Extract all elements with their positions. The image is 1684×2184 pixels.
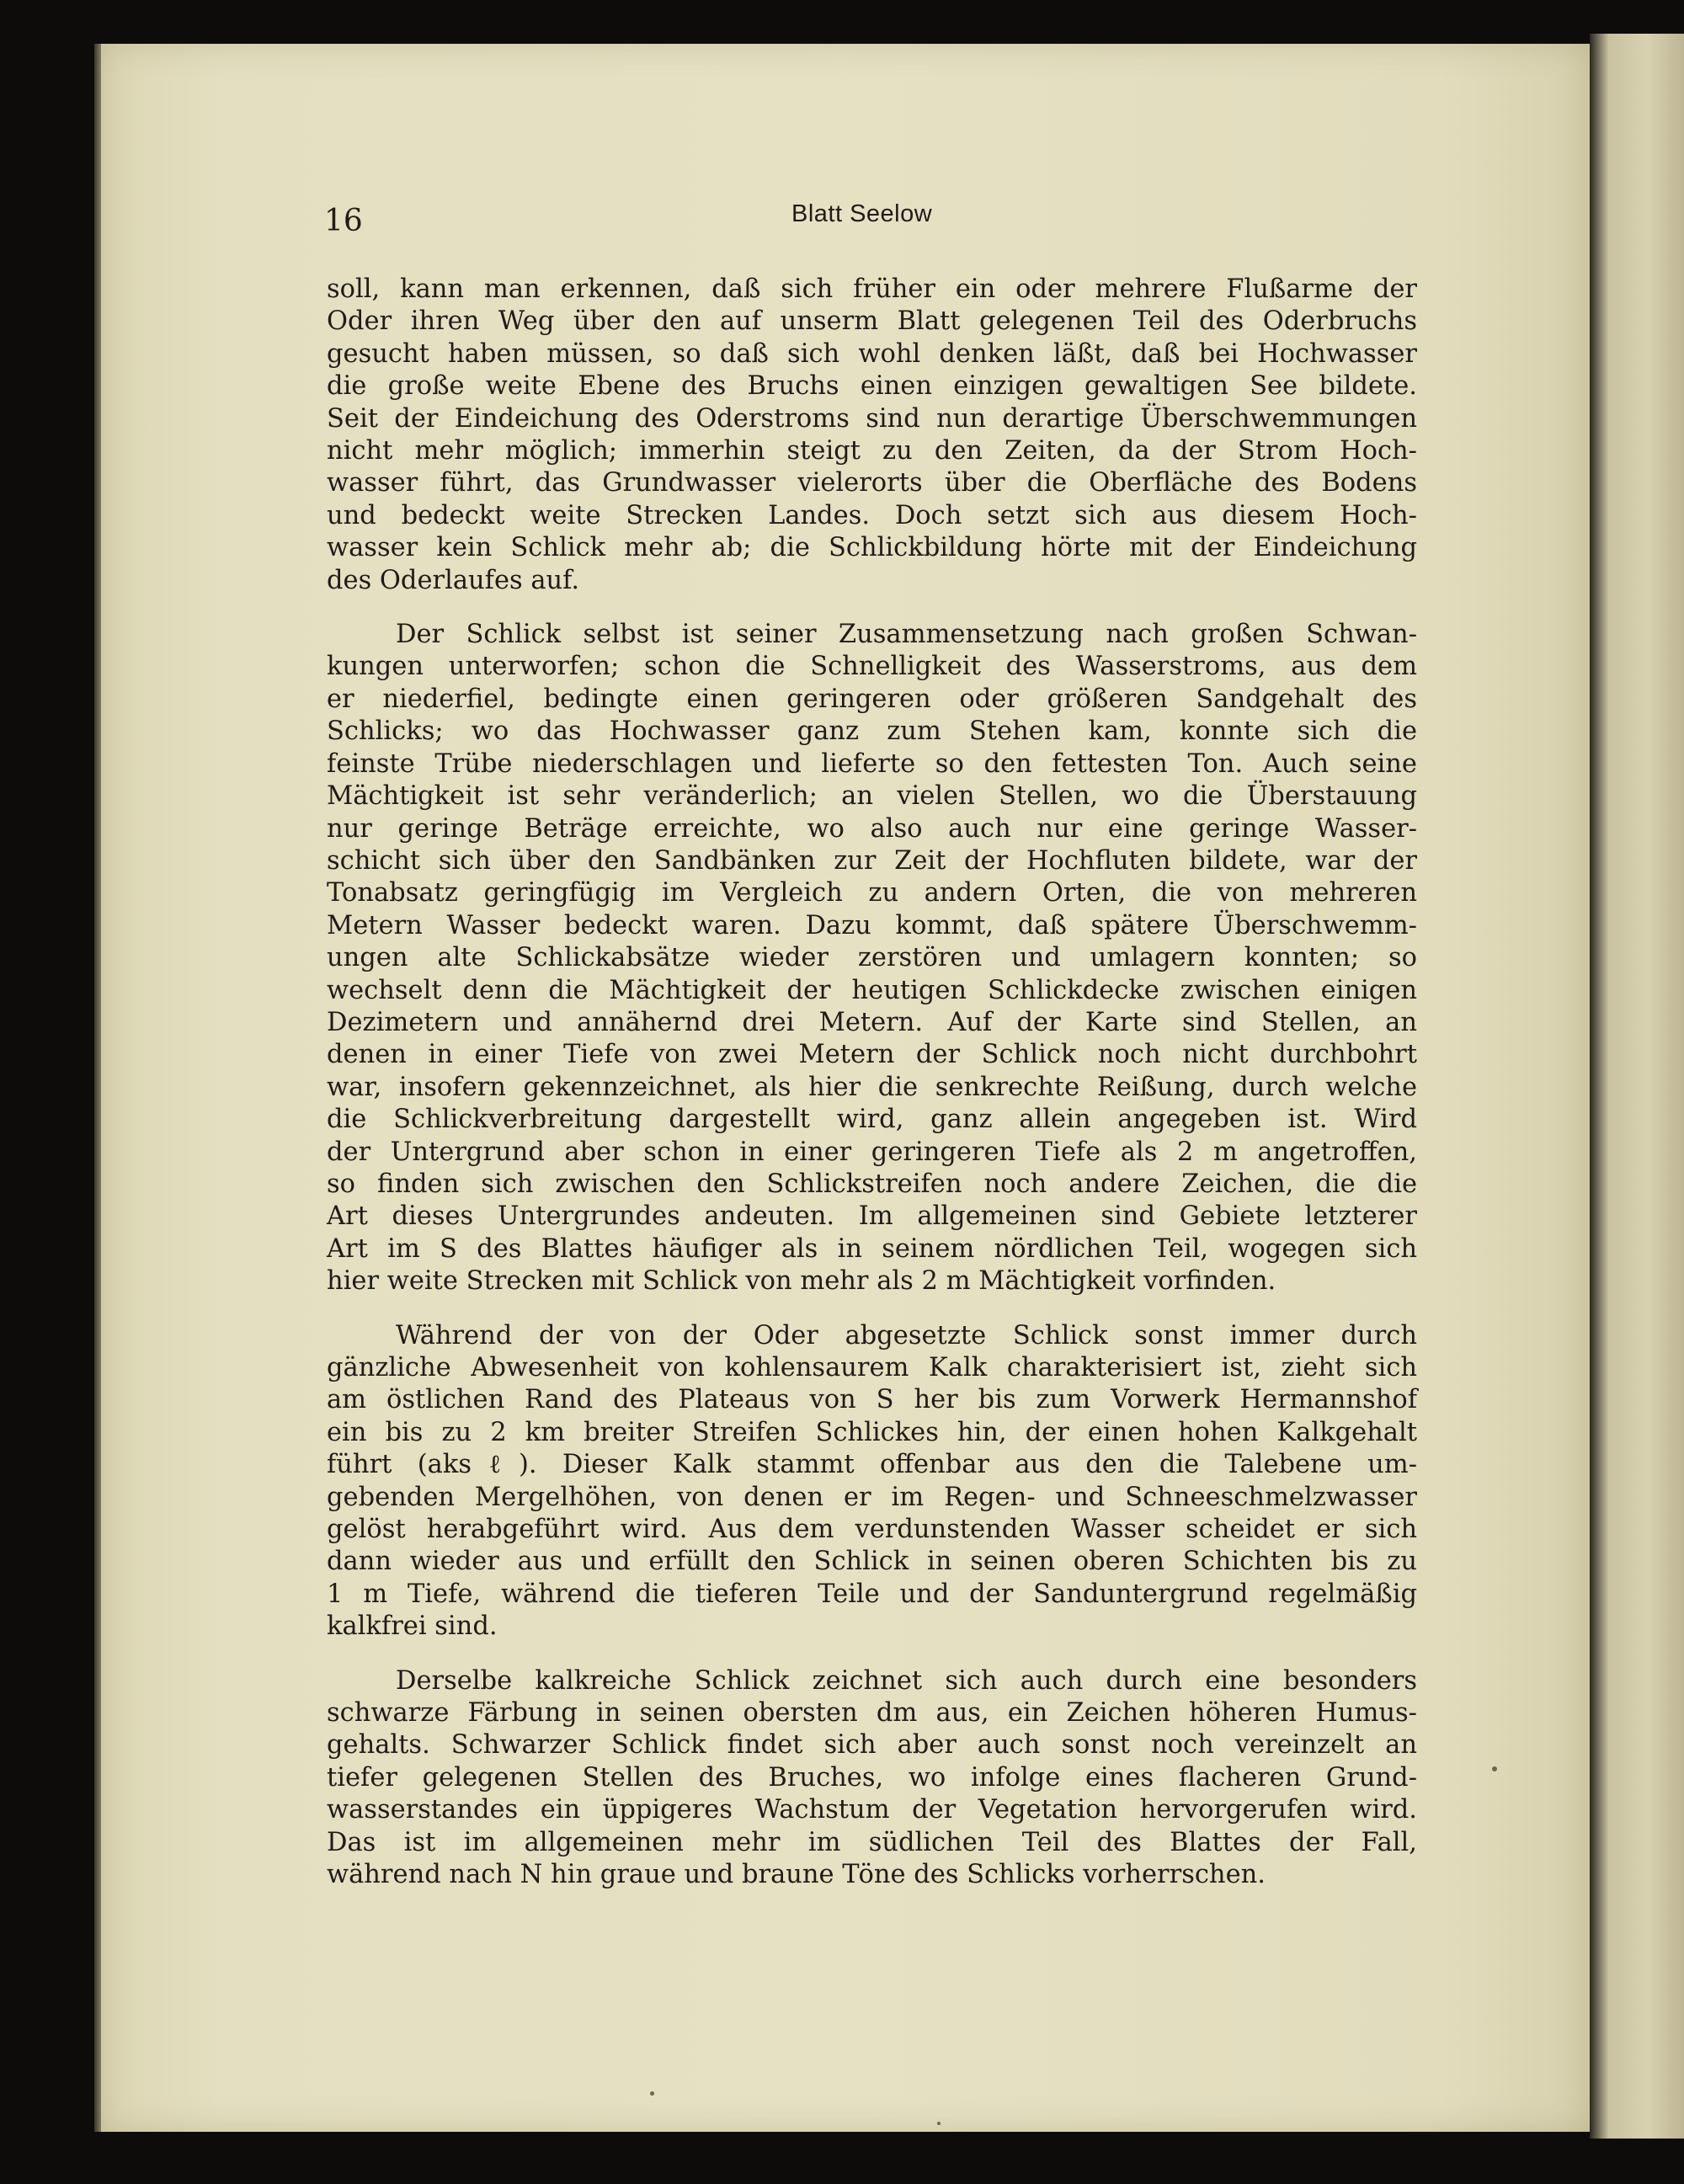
text-line: wasser führt, das Grundwasser vielerorts über die Oberfläche des Bodens bbox=[327, 468, 1417, 498]
paragraph-gap bbox=[327, 1643, 1417, 1665]
text-line: denen in einer Tiefe von zwei Metern der Schlick noch nicht durchbohrt bbox=[327, 1040, 1417, 1070]
text-line: Derselbe kalkreiche Schlick zeichnet sich auch durch eine besonders bbox=[396, 1665, 1417, 1696]
text-line: nicht mehr möglich; immerhin steigt zu den Zeiten, da der Strom Hoch- bbox=[327, 436, 1417, 466]
text-line: gänzliche Abwesenheit von kohlensaurem Kalk charakterisiert ist, zieht sich bbox=[327, 1353, 1417, 1382]
text-line: ein bis zu 2 km breiter Streifen Schlickes hin, der einen hohen Kalkgehalt bbox=[327, 1417, 1417, 1447]
text-line: des Oderlaufes auf. bbox=[327, 565, 580, 595]
text-line: Dezimetern und annähernd drei Metern. Auf der Karte sind Stellen, an bbox=[327, 1007, 1417, 1037]
text-line: so finden sich zwischen den Schlickstreifen noch andere Zeichen, die die bbox=[327, 1169, 1417, 1199]
text-line: schwarze Färbung in seinen obersten dm aus, ein Zeichen höheren Humus- bbox=[327, 1698, 1417, 1729]
paper-speck bbox=[937, 2122, 941, 2125]
text-line: dann wieder aus und erfüllt den Schlick in seinen oberen Schichten bis zu bbox=[327, 1547, 1417, 1577]
text-line: ungen alte Schlickabsätze wieder zerstören und umlagern konnten; so bbox=[327, 943, 1417, 973]
text-line: Tonabsatz geringfügig im Vergleich zu andern Orten, die von mehreren bbox=[327, 878, 1417, 908]
text-line: Schlicks; wo das Hochwasser ganz zum Stehen kam, konnte sich die bbox=[327, 716, 1417, 747]
text-line: am östlichen Rand des Plateaus von S her bis zum Vorwerk Hermannshof bbox=[327, 1385, 1417, 1415]
text-line: der Untergrund aber schon in einer geringeren Tiefe als 2 m angetroffen, bbox=[327, 1137, 1417, 1167]
text-line: wasserstandes ein üppigeres Wachstum der Vegetation hervorgerufen wird. bbox=[327, 1795, 1417, 1825]
running-title: Blatt Seelow bbox=[791, 200, 933, 227]
paragraph bbox=[327, 1665, 1417, 1892]
text-line: führt (aksℓ). Dieser Kalk stammt offenbar aus den die Talebene um- bbox=[327, 1450, 1417, 1480]
text-line: die Schlickverbreitung dargestellt wird, ganz allein angegeben ist. Wird bbox=[327, 1105, 1417, 1135]
text-line: Mächtigkeit ist sehr veränderlich; an vielen Stellen, wo die Überstauung bbox=[327, 781, 1417, 812]
paper-speck bbox=[1492, 1766, 1497, 1771]
paragraph bbox=[327, 274, 1417, 597]
text-line: wechselt denn die Mächtigkeit der heutigen Schlickdecke zwischen einigen bbox=[327, 975, 1417, 1005]
text-line: Das ist im allgemeinen mehr im südlichen Teil des Blattes der Fall, bbox=[327, 1827, 1417, 1857]
text-line: 1 m Tiefe, während die tieferen Teile und der Sanduntergrund regelmäßig bbox=[327, 1579, 1417, 1609]
paper-speck bbox=[650, 2091, 654, 2096]
text-line: Metern Wasser bedeckt waren. Dazu kommt, daß spätere Überschwemm- bbox=[327, 910, 1417, 940]
text-line: er niederfiel, bedingte einen geringeren oder größeren Sandgehalt des bbox=[327, 684, 1417, 714]
text-line: kungen unterworfen; schon die Schnelligkeit des Wasserstroms, aus dem bbox=[327, 652, 1417, 682]
next-page-edge bbox=[1590, 34, 1684, 2139]
text-line: die große weite Ebene des Bruchs einen einzigen gewaltigen See bildete. bbox=[327, 371, 1417, 402]
text-line: Seit der Eindeichung des Oderstroms sind nun derartige Überschwemmungen bbox=[327, 403, 1417, 434]
text-line: war, insofern gekennzeichnet, als hier die senkrechte Reißung, durch welche bbox=[327, 1072, 1417, 1102]
text-line: schicht sich über den Sandbänken zur Zeit der Hochfluten bildete, war der bbox=[327, 845, 1417, 876]
text-line: gebenden Mergelhöhen, von denen er im Regen- und Schneeschmelzwasser bbox=[327, 1482, 1417, 1512]
paragraph-gap bbox=[327, 597, 1417, 619]
text-line: nur geringe Beträge erreichte, wo also auch nur eine geringe Wasser- bbox=[327, 813, 1417, 844]
text-line: tiefer gelegenen Stellen des Bruches, wo infolge eines flacheren Grund- bbox=[327, 1762, 1417, 1792]
text-line: kalkfrei sind. bbox=[327, 1611, 498, 1642]
text-line: Der Schlick selbst ist seiner Zusammensetzung nach großen Schwan- bbox=[396, 620, 1417, 650]
text-line: während nach N hin graue und braune Töne des Schlicks vorherrschen. bbox=[327, 1860, 1266, 1890]
page-number: 16 bbox=[324, 204, 363, 238]
text-line: Während der von der Oder abgesetzte Schlick sonst immer durch bbox=[396, 1320, 1417, 1350]
paragraph-gap bbox=[327, 1298, 1417, 1320]
text-line: gelöst herabgeführt wird. Aus dem verdunstenden Wasser scheidet er sich bbox=[327, 1515, 1417, 1545]
paragraph bbox=[327, 619, 1417, 1298]
text-line: hier weite Strecken mit Schlick von mehr als 2 m Mächtigkeit vorfinden. bbox=[327, 1266, 1276, 1297]
text-line: feinste Trübe niederschlagen und lieferte so den fettesten Ton. Auch seine bbox=[327, 748, 1417, 779]
text-line: gesucht haben müssen, so daß sich wohl denken läßt, daß bei Hochwasser bbox=[327, 338, 1417, 369]
text-line: gehalts. Schwarzer Schlick findet sich aber auch sonst noch vereinzelt an bbox=[327, 1730, 1417, 1761]
text-line: Art im S des Blattes häufiger als in seinem nördlichen Teil, wogegen sich bbox=[327, 1233, 1417, 1264]
text-line: soll, kann man erkennen, daß sich früher ein oder mehrere Flußarme der bbox=[327, 274, 1417, 304]
text-line: und bedeckt weite Strecken Landes. Doch setzt sich aus diesem Hoch- bbox=[327, 500, 1417, 530]
body-text bbox=[327, 274, 1417, 1892]
text-line: Art dieses Untergrundes andeuten. Im allgemeinen sind Gebiete letzterer bbox=[327, 1201, 1417, 1232]
text-line: wasser kein Schlick mehr ab; die Schlickbildung hörte mit der Eindeichung bbox=[327, 533, 1417, 563]
paragraph bbox=[327, 1320, 1417, 1643]
text-line: Oder ihren Weg über den auf unserm Blatt gelegenen Teil des Oderbruchs bbox=[327, 306, 1417, 337]
page-header bbox=[324, 200, 1419, 251]
